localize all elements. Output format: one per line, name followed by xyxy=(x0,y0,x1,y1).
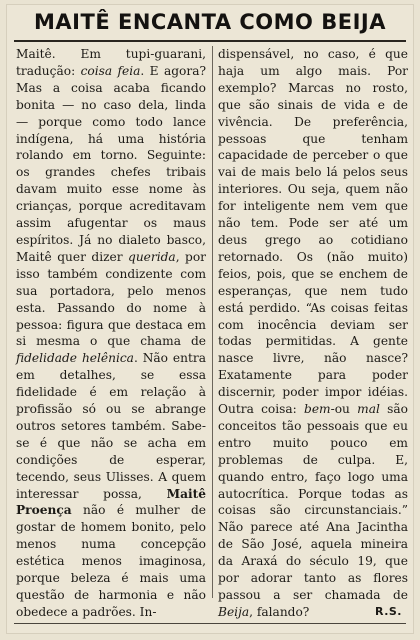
right-column-text xyxy=(218,46,408,621)
text-run: fidelidade helênica xyxy=(16,351,134,366)
article-headline: MAITÊ ENCANTA COMO BEIJA xyxy=(34,10,386,34)
headline-rule xyxy=(14,40,406,42)
text-run: coisa feia xyxy=(80,63,141,78)
text-run: são conceitos tão pessoais que eu entro muito pouco em problemas de culpa. E, quando entro, faço logo uma autocrítica. Porque todas as coisas são circunstanciais.” Não parece até Ana Jacintha de São José, aquela mineira da Araxá do século 19, que por adorar tanto as flores passou a ser chamada de xyxy=(218,402,408,602)
article-column-left xyxy=(16,46,206,621)
text-run: Maitê. Em tupi-guarani, tradução: xyxy=(16,47,206,78)
text-run: bem xyxy=(304,402,331,417)
newspaper-clipping xyxy=(6,4,414,634)
left-column-text xyxy=(16,46,206,621)
text-run: -ou xyxy=(330,402,358,417)
text-run: . E agora? Mas a coisa acaba ficando bonita — no caso dela, linda — porque como todo lance indígena, há uma história rolando em torno. Seguinte: os grandes chefes tribais davam muito esse nome às crianças, porque acreditavam assim afugentar os maus espíritos. Já no dialeto basco, Maitê quer dizer xyxy=(16,63,206,264)
bottom-rule xyxy=(14,623,406,624)
text-run: mal xyxy=(357,402,380,417)
text-run: , falando? xyxy=(249,604,310,619)
article-column-right xyxy=(218,46,408,621)
text-run: Maitê Proença xyxy=(16,486,206,518)
text-run: . Não entra em detalhes, se essa fidelidade é em relação à profissão só ou se abrange outros setores também. Sabe-se é que não se acha em condições de esperar, tecendo, seus Ulisses. A quem interessar possa, xyxy=(16,351,206,501)
text-run: dispensável, no caso, é que haja um algo mais. Por exemplo? Marcas no rosto, que são sinais de vida e de vivência. De preferência, pessoas que tenham capacidade de perceber o que vai de mais belo lá pelos seus interiores. Ou seja, quem não for inteligente nem vem que não tem. Pode ser até um deus grego ao cotidiano retornado. Os (não muito) feios, pois, que se enchem de esperanças, que nem tudo está perdido. “As coisas feitas com inocência deviam ser todas permitidas. A gente nasce livre, não nasce? Exatamente para poder discernir, poder impor idéias. Outra coisa: xyxy=(218,47,408,417)
column-divider xyxy=(212,46,213,598)
text-run: Beija xyxy=(218,604,250,619)
text-run: não é mulher de gostar de homem bonito, pelo menos numa concepção estética menos imaginosa, porque beleza é mais uma questão de harmonia e não obedece a padrões. In- xyxy=(16,503,206,619)
text-run: , por isso também condizente com sua portadora, pelo menos esta. Passando do nome à pessoa: figura que destaca em si mesma o que chama de xyxy=(16,249,206,349)
author-signature: R.S. xyxy=(375,605,402,618)
text-run: querida xyxy=(128,249,176,264)
